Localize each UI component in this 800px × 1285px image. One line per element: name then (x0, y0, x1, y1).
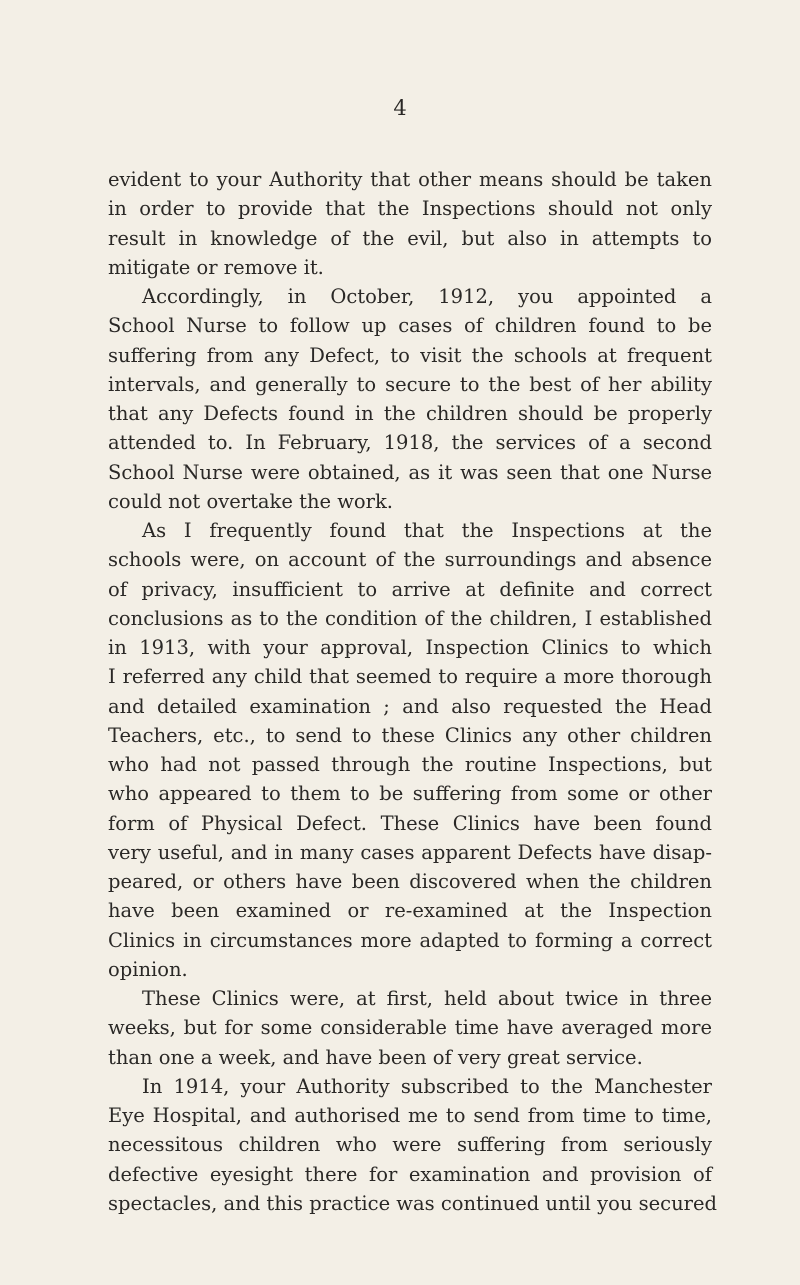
text-line: peared, or others have been discovered when the children (108, 870, 712, 893)
text-line: In 1914, your Authority subscribed to the Manchester (142, 1074, 712, 1098)
text-line: in 1913, with your approval, Inspection Clinics to which (108, 636, 712, 659)
text-line: These Clinics were, at first, held about twice in three (142, 987, 712, 1010)
document-body (108, 165, 717, 1218)
text-line: that any Defects found in the children should be properly (108, 402, 712, 425)
text-line: form of Physical Defect. These Clinics have been found (108, 811, 712, 835)
text-line: who appeared to them to be suffering from some or other (108, 782, 712, 806)
text-line: very useful, and in many cases apparent Defects have disap- (108, 840, 712, 864)
text-line: I referred any child that seemed to require a more thorough (108, 665, 712, 689)
text-line: opinion. (108, 957, 188, 981)
text-line: of privacy, insufficient to arrive at definite and correct (108, 577, 712, 601)
text-line: could not overtake the work. (108, 489, 394, 513)
page-number: 4 (393, 96, 407, 120)
text-line: schools were, on account of the surroundings and absence (108, 548, 712, 572)
text-line: mitigate or remove it. (108, 255, 324, 279)
text-line: spectacles, and this practice was continued until you secured (108, 1191, 717, 1215)
text-line: and detailed examination ; and also requested the Head (108, 694, 712, 718)
text-line: necessitous children who were suffering from seriously (108, 1133, 712, 1157)
text-line: Clinics in circumstances more adapted to forming a correct (108, 928, 712, 952)
text-line: attended to. In February, 1918, the services of a second (108, 431, 712, 455)
text-line: Teachers, etc., to send to these Clinics any other children (108, 723, 712, 747)
text-line: who had not passed through the routine Inspections, but (108, 753, 712, 776)
text-line: defective eyesight there for examination and provision of (108, 1162, 712, 1186)
text-line: have been examined or re-examined at the Inspection (108, 899, 712, 923)
text-line: School Nurse were obtained, as it was seen that one Nurse (108, 460, 712, 484)
text-line: As I frequently found that the Inspections at the (142, 519, 712, 542)
text-line: suffering from any Defect, to visit the schools at frequent (108, 343, 712, 367)
text-line: evident to your Authority that other means should be taken (108, 168, 712, 191)
text-line: conclusions as to the condition of the children, I established (108, 606, 712, 630)
text-line: Accordingly, in October, 1912, you appointed a (142, 285, 712, 308)
text-line: than one a week, and have been of very great service. (108, 1045, 643, 1069)
text-line: in order to provide that the Inspections should not only (108, 197, 712, 221)
text-line: intervals, and generally to secure to the best of her ability (108, 372, 712, 396)
text-line: Eye Hospital, and authorised me to send from time to time, (108, 1104, 712, 1127)
text-line: School Nurse to follow up cases of children found to be (108, 314, 712, 338)
text-line: result in knowledge of the evil, but also in attempts to (108, 226, 712, 250)
text-line: weeks, but for some considerable time have averaged more (108, 1016, 712, 1040)
